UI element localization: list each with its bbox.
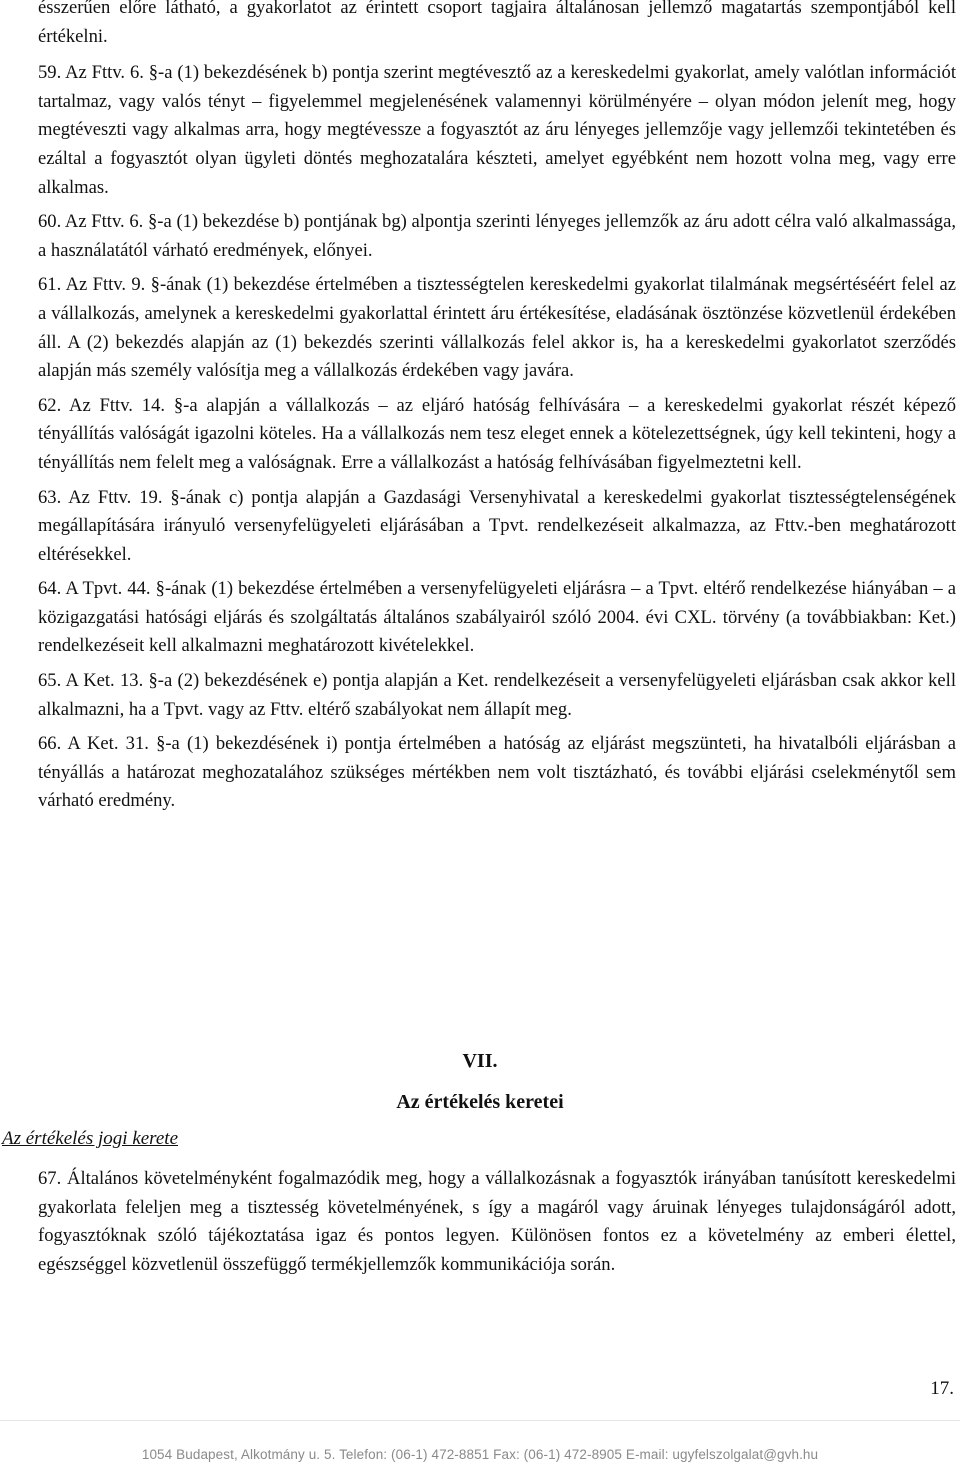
paragraph-number: 65. (38, 670, 62, 692)
paragraph-number: 60. (38, 211, 62, 233)
paragraph-number: 61. (38, 274, 62, 296)
paragraph-text: Az Fttv. 14. §-a alapján a vállalkozás – az eljáró hatóság felhívására – a kereskedelmi gyakorlat részét képező tényállítás valóságát igazolni köteles. Ha a vállalkozás nem tesz eleget ennek a kötelezettségnek, úgy kell tekinteni, hogy a tényállítás nem felelt meg a valóságnak. Erre a vállalkozást a hatóság felhívásában figyelmeztetni kell. (38, 394, 956, 473)
section-side-heading: Az értékelés jogi kerete (2, 1128, 179, 1149)
paragraph-number: 62. (38, 394, 62, 416)
paragraph-text: A Ket. 13. §-a (2) bekezdésének e) pontja alapján a Ket. rendelkezéseit a versenyfelügyeleti eljárásban csak akkor kell alkalmazni, ha a Tpvt. vagy az Fttv. eltérő szabályokat nem állapít meg. (38, 670, 956, 720)
paragraph-67 (38, 1165, 956, 1279)
paragraph-60 (38, 208, 956, 265)
paragraph-text: Az Fttv. 19. §-ának c) pontja alapján a Gazdasági Versenyhivatal a kereskedelmi gyakorlat tisztességtelenségének megállapítására irányuló versenyfelügyeleti eljárásában a Tpvt. rendelkezéseit alkalmazza, az Fttv.-ben meghatározott eltérésekkel. (38, 486, 957, 565)
paragraph-61 (38, 271, 956, 385)
paragraph-text: A Ket. 31. §-a (1) bekezdésének i) pontja értelmében a hatóság az eljárást megszünteti, ha hivatalbóli eljárásban a tényállás a határozat meghozatalához szükséges mértékben nem volt tisztázható, és további eljárási cselekménytől sem várható eredmény. (38, 733, 957, 812)
paragraph-number: 63. (38, 486, 62, 508)
paragraph-62 (38, 392, 956, 478)
paragraph-text: Az Fttv. 9. §-ának (1) bekezdése értelmében a tisztességtelen kereskedelmi gyakorlat tilalmának megsértéséért felel az a vállalkozás, amelynek a kereskedelmi gyakorlattal érintett áru értékesítése, eladásának ösztönzése közvetlenül érdekében áll. A (2) bekezdés alapján az (1) bekezdés szerinti vállalkozás felel akkor is, ha a kereskedelmi gyakorlatot szerződés alapján más személy valósítja meg a vállalkozás érdekében vagy javára. (38, 274, 956, 382)
paragraph-text: A Tpvt. 44. §-ának (1) bekezdése értelmében a versenyfelügyeleti eljárásra – a Tpvt. eltérő rendelkezése hiányában – a közigazgatási hatósági eljárás és szolgáltatás általános szabályairól szóló 2004. évi CXL. törvény (a továbbiakban: Ket.) rendelkezéseit kell alkalmazni meghatározott kivételekkel. (38, 578, 956, 657)
chapter-number: VII. (462, 1050, 498, 1072)
chapter-title: Az értékelés keretei (396, 1091, 564, 1113)
paragraph-64 (38, 575, 956, 661)
page-number: 17. (930, 1378, 954, 1399)
paragraph-number: 66. (38, 733, 62, 755)
paragraph-66 (38, 730, 956, 816)
paragraph-65 (38, 667, 956, 724)
intro-fragment: ésszerűen előre látható, a gyakorlatot az érintett csoport tagjaira általánosan jellemző magatartás szempontjából kell értékelni. (38, 0, 956, 47)
paragraph-63 (38, 484, 956, 570)
paragraph-number: 59. (38, 62, 62, 84)
lower-body (38, 1165, 956, 1285)
document-body (38, 0, 956, 822)
paragraph-number: 64. (38, 578, 62, 600)
paragraph-text: Általános követelményként fogalmazódik meg, hogy a vállalkozásnak a fogyasztók irányában tanúsított kereskedelmi gyakorlata feleljen meg a tisztesség követelményének, s így a magáról vagy áruinak lényeges tulajdonságáról adott, fogyasztóknak szóló tájékoztatása igaz és pontos legyen. Különösen fontos ez a követelmény az emberi élettel, egészséggel közvetlenül összefüggő termékjellemzők kommunikációja során. (38, 1168, 956, 1275)
paragraph-59 (38, 59, 956, 202)
footer-divider (0, 1420, 960, 1421)
footer-contact: 1054 Budapest, Alkotmány u. 5. Telefon: (06-1) 472-8851 Fax: (06-1) 472-8905 E-mail: ugyfelszolgalat@gvh.hu (141, 1447, 819, 1462)
paragraph-text: Az Fttv. 6. §-a (1) bekezdése b) pontjának bg) alpontja szerinti lényeges jellemzők az áru adott célra való alkalmassága, a használatától várható eredmények, előnyei. (38, 211, 957, 261)
paragraph-number: 67. (38, 1168, 62, 1189)
paragraph-text: Az Fttv. 6. §-a (1) bekezdésének b) pontja szerint megtévesztő az a kereskedelmi gyakorlat, amely valótlan információt tartalmaz, vagy valós tényt – figyelemmel megjelenésének valamennyi körülményére – olyan módon jelenít meg, hogy megtéveszti vagy alkalmas arra, hogy megtévessze a fogyasztót az áru lényeges jellemzője vagy jellemzői tekintetében és ezáltal a fogyasztót olyan ügyleti döntés meghozatalára készteti, amelyet egyébként nem hozott volna meg, vagy erre alkalmas. (38, 62, 957, 198)
